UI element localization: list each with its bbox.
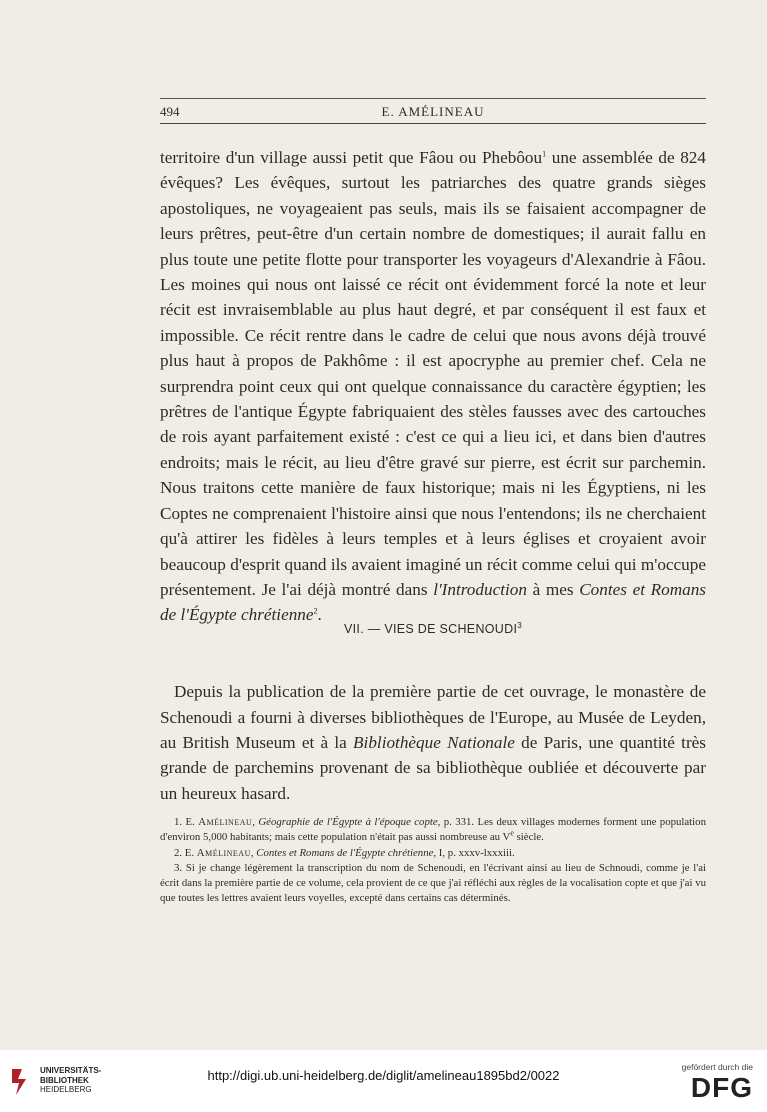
footnote-3: 3. Si je change légèrement la transcription du nom de Schenoudi, en l'écrivant ainsi au lieu de Schnoudi, comme je l'ai écrit dans la première partie de ce volume, cela provient de ce que j'ai réfléchi aux règles de la vocalisation copte et que j'ai vu que toutes les lettres avaient leurs voyelles, excepté dans certains cas déterminés. — [160, 861, 706, 905]
paragraph-2 — [160, 679, 706, 806]
footnote-2-sep: , — [250, 846, 257, 859]
header-rule-bottom — [160, 123, 706, 124]
library-line-2: BIBLIOTHEK — [40, 1075, 89, 1085]
footnote-1-end: siècle. — [513, 831, 544, 844]
para2-italic-bibliotheque: Bibliothèque Nationale — [353, 733, 515, 752]
section-title: VII. — VIES DE SCHENOUDI — [344, 622, 518, 636]
source-url-link[interactable]: http://digi.ub.uni-heidelberg.de/diglit/amelineau1895bd2/0022 — [207, 1068, 560, 1083]
footnote-1 — [160, 815, 706, 846]
funding-label: gefördert durch die — [681, 1062, 753, 1072]
library-line-3: HEIDELBERG — [40, 1085, 92, 1094]
library-line-1: UNIVERSITÄTS- — [40, 1066, 102, 1075]
footnote-ref-3: 3 — [517, 620, 522, 630]
footnote-1-title: Géographie de l'Égypte à l'époque copte — [258, 816, 438, 828]
footnote-2-author: Amélineau — [196, 846, 251, 859]
para1-italic-contes: Contes et Romans de l'Égypte chrétienne — [160, 579, 706, 625]
footnote-1-sup: e — [510, 828, 514, 838]
para1-end: . — [317, 605, 322, 625]
footnote-1-text: , p. 331. Les deux villages modernes forment une population d'environ 5,000 habitants; mais cette population n'était pas aussi nombreuse au V — [160, 816, 706, 844]
footnote-1-sep: , — [252, 816, 259, 828]
header-rule-top — [160, 98, 706, 99]
para1-text-c: à mes — [526, 579, 580, 599]
footnote-2-number: 2. E. — [174, 846, 197, 859]
body-text — [160, 145, 706, 628]
footnotes — [160, 815, 706, 907]
footnote-2-text: , I, p. xxxv-lxxxiii. — [433, 846, 515, 859]
para1-text-a: territoire d'un village aussi petit que Fâou ou Phebôou — [160, 148, 543, 167]
page-number: 494 — [160, 104, 180, 119]
running-head: E. AMÉLINEAU — [381, 104, 485, 119]
footnote-1-author: Amélineau — [198, 816, 253, 828]
footnote-2 — [160, 846, 706, 861]
para1-text-b: une assemblée de 824 évêques? Les évêques, surtout les patriarches des quatre grands sièges apostoliques, ne voyageaient pas seuls, mais ils se faisaient accompagner de leurs prêtres, peut-être d'un certain nombre de domestiques; il aurait fallu en plus toute une petite flotte pour transporter les voyageurs d'Alexandrie à Fâou. Les moines qui nous ont laissé ce récit ont évidemment forcé la note et leur récit est invraisemblable au plus haut degré, et par conséquent il est faux et impossible. Ce récit rentre dans le cadre de celui que nous avons déjà trouvé plus haut à propos de Pakhôme : il est apocryphe au premier chef. Cela ne surprendra point ceux qui ont quelque connaissance du caractère égyptien; les prêtres de l'antique Égypte fabriquaient des stèles fausses avec des cartouches de rois ayant parfaitement existé : c'est ce qui a lieu ici, et dans bien d'autres endroits; mais le récit, au lieu d'être gravé sur pierre, est écrit sur parchemin. Nous traitons cette manière de faux historique; mais ni les Égyptiens, ni les Coptes ne comprenaient l'histoire ainsi que nous l'entendons; ils ne cherchaient qu'à attirer les fidèles à leurs temples et à leurs églises et croyaient avoir beaucoup d'esprit quand ils avaient imaginé un récit comme celui qui m'occupe présentement. Je l'ai déjà montré dans — [160, 148, 706, 599]
footnote-ref-2: 2 — [313, 606, 318, 616]
paragraph-1 — [160, 145, 706, 628]
footer-bar — [0, 1050, 767, 1112]
dfg-logo: DFG — [690, 1072, 753, 1103]
footnote-ref-1: 1 — [542, 149, 547, 159]
section-heading — [160, 622, 706, 636]
footnote-2-title: Contes et Romans de l'Égypte chrétienne — [256, 846, 434, 859]
para2-text-a: Depuis la publication de la première partie de cet ouvrage, le monastère de Schenoudi a fourni à diverses bibliothèques de l'Europe, au Musée de Leyden, au British Museum et à la — [160, 682, 706, 752]
para1-italic-introduction: l'Introduction — [433, 579, 527, 599]
para2-text-b: de Paris, une quantité très grande de parchemins provenant de sa bibliothèque oubliée et découverte par un heureux hasard. — [160, 733, 706, 803]
footnote-1-number: 1. E. — [174, 816, 199, 828]
